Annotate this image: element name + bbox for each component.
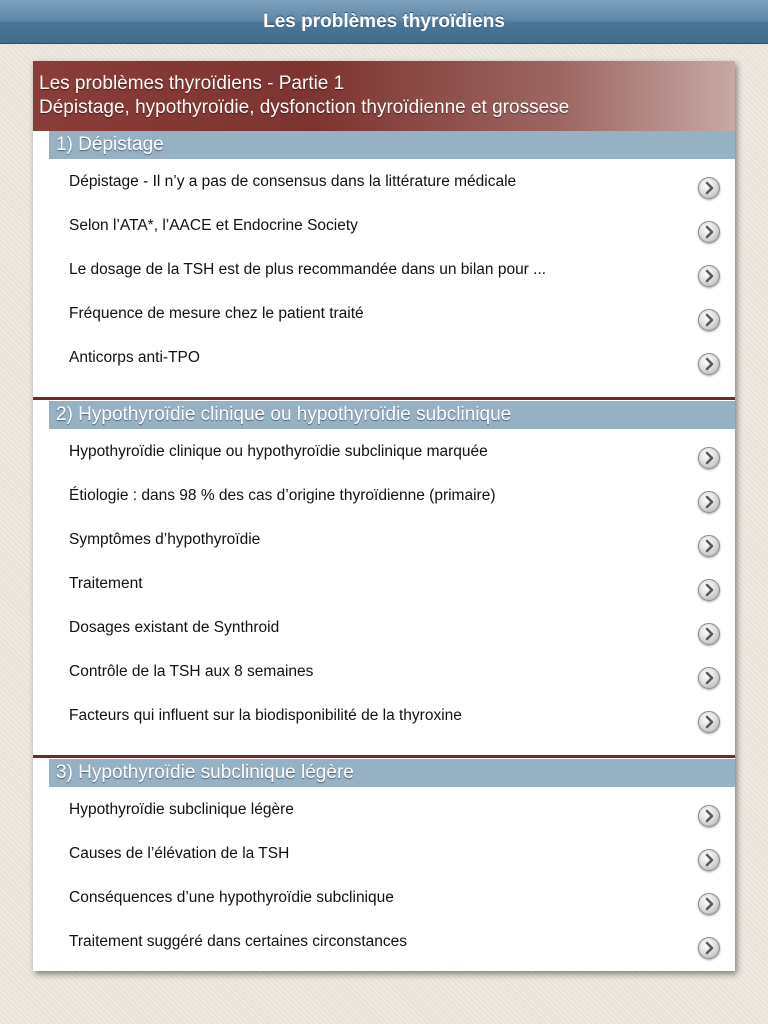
section-divider xyxy=(33,397,735,400)
chevron-right-circle-icon[interactable] xyxy=(698,353,720,375)
list-item-label: Étiologie : dans 98 % des cas d’origine thyroïdienne (primaire) xyxy=(69,487,496,504)
list-item[interactable] xyxy=(33,247,735,291)
list-item-label: Dosages existant de Synthroid xyxy=(69,619,280,636)
chevron-right-circle-icon[interactable] xyxy=(698,711,720,733)
navigation-bar xyxy=(0,0,768,44)
chevron-right-circle-icon[interactable] xyxy=(698,579,720,601)
list-item[interactable] xyxy=(33,787,735,831)
list-item[interactable] xyxy=(33,693,735,737)
list-item-label: Facteurs qui influent sur la biodisponibilité de la thyroxine xyxy=(69,707,462,724)
list-item[interactable] xyxy=(33,875,735,919)
list-item[interactable] xyxy=(33,649,735,693)
chevron-right-circle-icon[interactable] xyxy=(698,491,720,513)
list-item-label: Symptômes d’hypothyroïdie xyxy=(69,531,261,548)
list-item-label: Causes de l’élévation de la TSH xyxy=(69,845,290,862)
chevron-right-circle-icon[interactable] xyxy=(698,667,720,689)
section-header-depistage: 1) Dépistage xyxy=(49,131,735,159)
list-item[interactable] xyxy=(33,919,735,963)
list-item[interactable] xyxy=(33,203,735,247)
list-item[interactable] xyxy=(33,291,735,335)
navbar-title: Les problèmes thyroïdiens xyxy=(263,11,505,32)
list-item[interactable] xyxy=(33,429,735,473)
content-panel xyxy=(33,61,735,971)
chevron-right-circle-icon[interactable] xyxy=(698,309,720,331)
chevron-right-circle-icon[interactable] xyxy=(698,893,720,915)
list-item[interactable] xyxy=(33,473,735,517)
list-item-label: Hypothyroïdie clinique ou hypothyroïdie subclinique marquée xyxy=(69,443,488,460)
panel-header xyxy=(33,61,735,131)
chevron-right-circle-icon[interactable] xyxy=(698,221,720,243)
chevron-right-circle-icon[interactable] xyxy=(698,447,720,469)
list-item[interactable] xyxy=(33,335,735,379)
list-item[interactable] xyxy=(33,831,735,875)
panel-title-line2: Dépistage, hypothyroïdie, dysfonction thyroïdienne et grossese xyxy=(39,97,570,118)
list-item-label: Hypothyroïdie subclinique légère xyxy=(69,801,294,818)
list-item[interactable] xyxy=(33,159,735,203)
chevron-right-circle-icon[interactable] xyxy=(698,849,720,871)
chevron-right-circle-icon[interactable] xyxy=(698,265,720,287)
section-header-hypothyroidie-subclinique-legere: 3) Hypothyroïdie subclinique légère xyxy=(49,759,735,787)
list-item-label: Selon l’ATA*, l’AACE et Endocrine Society xyxy=(69,217,358,234)
chevron-right-circle-icon[interactable] xyxy=(698,535,720,557)
list-item-label: Anticorps anti-TPO xyxy=(69,349,200,366)
chevron-right-circle-icon[interactable] xyxy=(698,937,720,959)
list-item-label: Le dosage de la TSH est de plus recommandée dans un bilan pour ... xyxy=(69,261,547,278)
panel-title-line1: Les problèmes thyroïdiens - Partie 1 xyxy=(39,73,345,94)
chevron-right-circle-icon[interactable] xyxy=(698,805,720,827)
list-item-label: Dépistage - Il n’y a pas de consensus dans la littérature médicale xyxy=(69,173,517,190)
section-header-hypothyroidie-clinique: 2) Hypothyroïdie clinique ou hypothyroïdie subclinique xyxy=(49,401,735,429)
list-item-label: Fréquence de mesure chez le patient traité xyxy=(69,305,364,322)
chevron-right-circle-icon[interactable] xyxy=(698,623,720,645)
list-item-label: Traitement xyxy=(69,575,143,592)
section-divider xyxy=(33,755,735,758)
list-item-label: Conséquences d’une hypothyroïdie subclinique xyxy=(69,889,394,906)
chevron-right-circle-icon[interactable] xyxy=(698,177,720,199)
list-item[interactable] xyxy=(33,561,735,605)
list-item[interactable] xyxy=(33,517,735,561)
list-item-label: Contrôle de la TSH aux 8 semaines xyxy=(69,663,314,680)
list-item-label: Traitement suggéré dans certaines circonstances xyxy=(69,933,408,950)
list-item[interactable] xyxy=(33,605,735,649)
